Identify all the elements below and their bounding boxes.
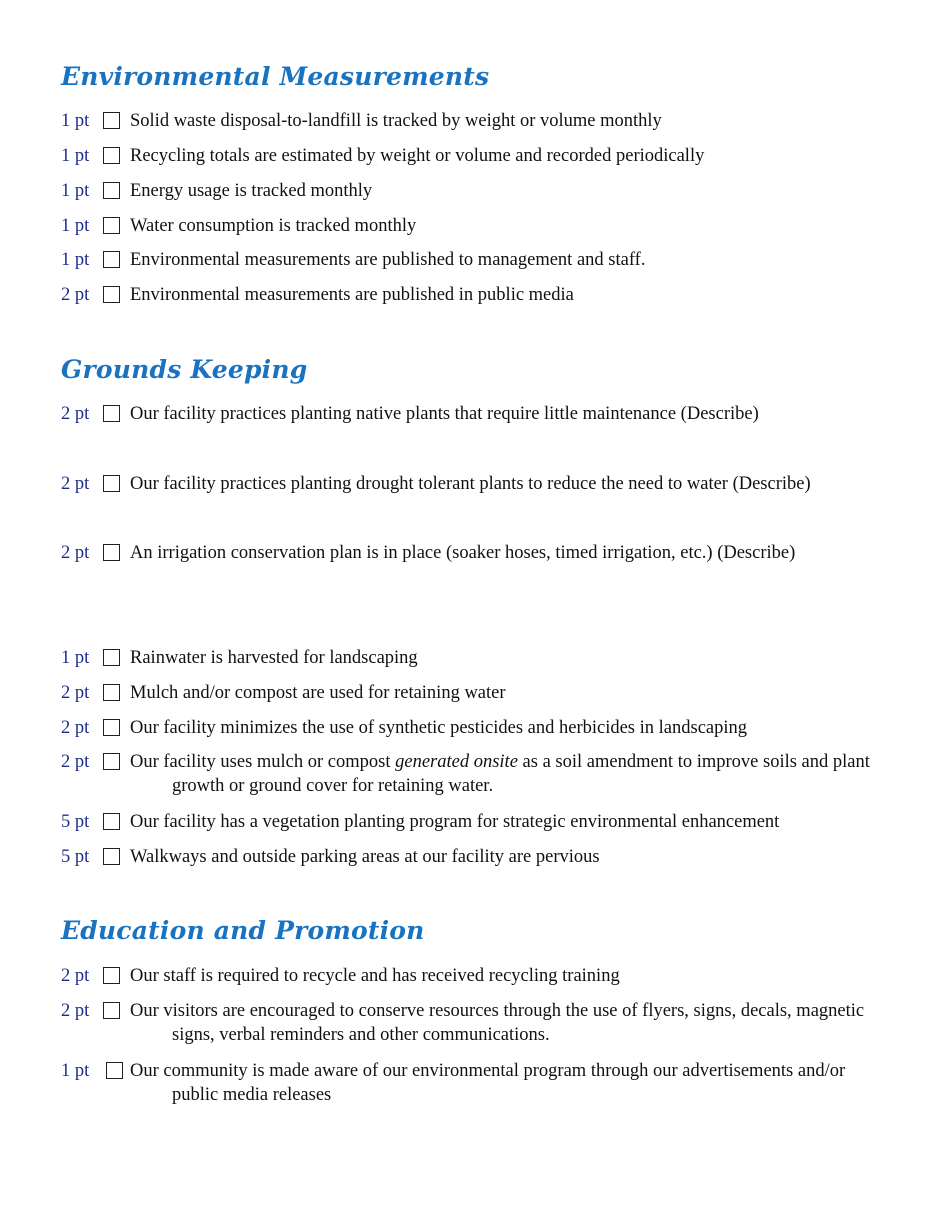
item-text: Our facility has a vegetation planting program for strategic environmental enhancement <box>130 812 780 832</box>
item-text: Our facility practices planting native plants that require little maintenance (Describe) <box>130 404 759 424</box>
checklist-item <box>0 810 950 834</box>
checklist-item <box>0 144 950 168</box>
points-label: 2 pt <box>61 474 90 494</box>
checklist-item <box>0 109 950 133</box>
checklist-item <box>0 283 950 307</box>
points-label: 1 pt <box>61 146 90 166</box>
item-text <box>130 750 900 799</box>
checklist-item <box>0 646 950 670</box>
points-label: 2 pt <box>61 683 90 703</box>
checkbox[interactable] <box>103 544 120 561</box>
checkbox[interactable] <box>103 112 120 129</box>
checkbox[interactable] <box>103 147 120 164</box>
points-label: 1 pt <box>61 648 90 668</box>
checkbox[interactable] <box>103 251 120 268</box>
checkbox[interactable] <box>103 475 120 492</box>
points-label: 1 pt <box>61 1061 90 1081</box>
item-text: Our staff is required to recycle and has received recycling training <box>130 966 620 986</box>
points-label: 2 pt <box>61 1001 90 1021</box>
points-label: 2 pt <box>61 966 90 986</box>
checklist-item <box>0 845 950 869</box>
points-label: 1 pt <box>61 250 90 270</box>
item-text-part: Our visitors are encouraged to conserve resources through the use of flyers, signs, decals, magnetic <box>130 1001 865 1021</box>
item-text: Solid waste disposal-to-landfill is tracked by weight or volume monthly <box>130 111 662 131</box>
checklist-item <box>0 214 950 238</box>
checkbox[interactable] <box>103 719 120 736</box>
section-title-education-and-promotion: Education and Promotion <box>61 916 425 945</box>
item-text-emphasis: generated onsite <box>395 752 518 772</box>
checkbox[interactable] <box>103 649 120 666</box>
item-text <box>130 999 900 1048</box>
checklist-item <box>0 999 950 1045</box>
item-text: An irrigation conservation plan is in place (soaker hoses, timed irrigation, etc.) (Describe) <box>130 543 796 563</box>
checkbox[interactable] <box>103 684 120 701</box>
points-label: 1 pt <box>61 111 90 131</box>
item-text: Recycling totals are estimated by weight or volume and recorded periodically <box>130 146 705 166</box>
item-text-part: Our facility uses mulch or compost <box>130 752 396 772</box>
checkbox[interactable] <box>103 753 120 770</box>
item-text: Environmental measurements are published to management and staff. <box>130 250 646 270</box>
points-label: 2 pt <box>61 404 90 424</box>
points-label: 1 pt <box>61 181 90 201</box>
item-text: Walkways and outside parking areas at our facility are pervious <box>130 847 600 867</box>
item-text-continuation: signs, verbal reminders and other communications. <box>172 1025 550 1045</box>
item-text: Our facility practices planting drought tolerant plants to reduce the need to water (Describe) <box>130 474 811 494</box>
points-label: 2 pt <box>61 285 90 305</box>
item-text: Rainwater is harvested for landscaping <box>130 648 418 668</box>
checkbox[interactable] <box>103 967 120 984</box>
section-title-grounds-keeping: Grounds Keeping <box>61 355 308 384</box>
checklist-item <box>0 402 950 426</box>
points-label: 5 pt <box>61 847 90 867</box>
item-text-part: Our community is made aware of our environmental program through our advertisements and/or <box>130 1061 846 1081</box>
points-label: 2 pt <box>61 718 90 738</box>
checkbox[interactable] <box>103 182 120 199</box>
checkbox[interactable] <box>103 286 120 303</box>
checkbox[interactable] <box>103 405 120 422</box>
item-text: Environmental measurements are published in public media <box>130 285 574 305</box>
item-text-part: as a soil amendment to improve soils and plant <box>517 752 870 772</box>
points-label: 5 pt <box>61 812 90 832</box>
item-text: Mulch and/or compost are used for retaining water <box>130 683 506 703</box>
checklist-item <box>0 472 950 496</box>
checklist-item <box>0 248 950 272</box>
checkbox[interactable] <box>103 848 120 865</box>
points-label: 2 pt <box>61 752 90 772</box>
item-text: Our facility minimizes the use of synthetic pesticides and herbicides in landscaping <box>130 718 748 738</box>
checklist-item <box>0 1059 950 1105</box>
checklist-item <box>0 681 950 705</box>
checklist-item <box>0 964 950 988</box>
checklist-item <box>0 750 950 796</box>
checklist-item <box>0 541 950 565</box>
checkbox[interactable] <box>103 217 120 234</box>
item-text: Energy usage is tracked monthly <box>130 181 373 201</box>
item-text <box>130 1059 900 1108</box>
item-text-continuation: growth or ground cover for retaining water. <box>172 776 494 796</box>
item-text: Water consumption is tracked monthly <box>130 216 417 236</box>
checkbox[interactable] <box>106 1062 123 1079</box>
item-text-continuation: public media releases <box>172 1085 332 1105</box>
checklist-item <box>0 179 950 203</box>
checkbox[interactable] <box>103 813 120 830</box>
section-title-environmental-measurements: Environmental Measurements <box>61 62 490 91</box>
points-label: 2 pt <box>61 543 90 563</box>
checkbox[interactable] <box>103 1002 120 1019</box>
checklist-item <box>0 716 950 740</box>
points-label: 1 pt <box>61 216 90 236</box>
